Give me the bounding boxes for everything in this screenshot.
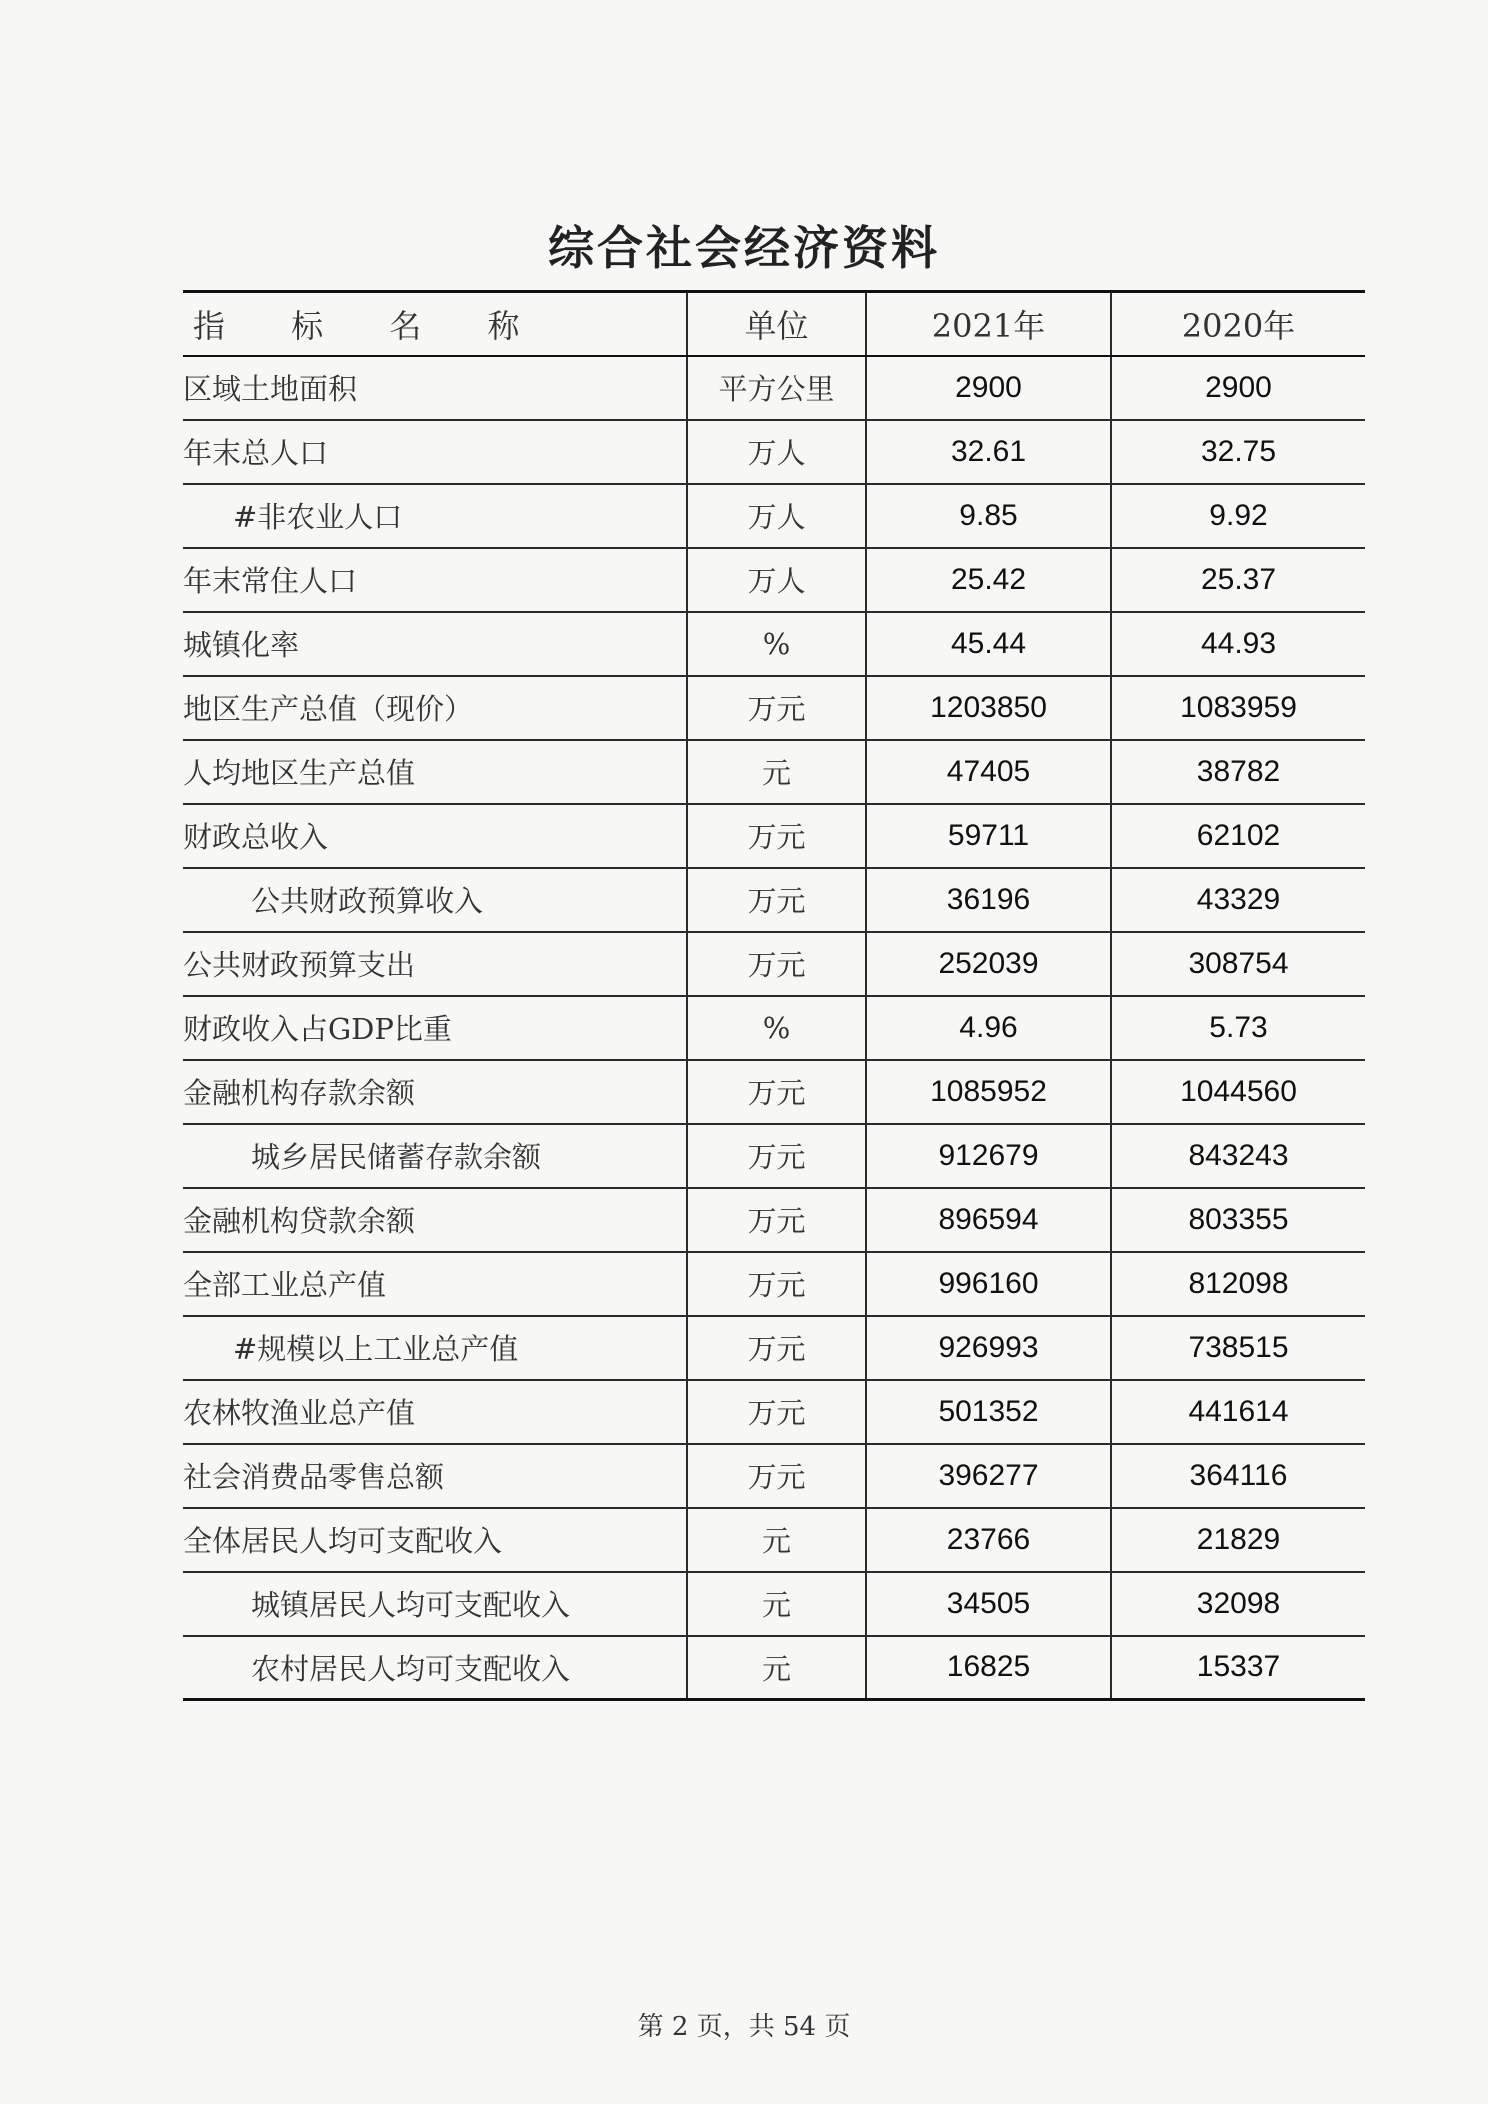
unit-cell: % xyxy=(687,996,866,1060)
value-2021: 47405 xyxy=(866,740,1111,804)
value-2020: 25.37 xyxy=(1111,548,1365,612)
table-row xyxy=(183,996,1365,1060)
value-2020: 812098 xyxy=(1111,1252,1365,1316)
value-2021: 23766 xyxy=(866,1508,1111,1572)
table-row xyxy=(183,676,1365,740)
table-row xyxy=(183,1508,1365,1572)
table-row xyxy=(183,932,1365,996)
indicator-name: 全体居民人均可支配收入 xyxy=(183,1508,687,1572)
indicator-name: 财政总收入 xyxy=(183,804,687,868)
table-row xyxy=(183,548,1365,612)
table-row xyxy=(183,1316,1365,1380)
table-row xyxy=(183,1636,1365,1700)
unit-cell: 万元 xyxy=(687,1252,866,1316)
indicator-name: 城镇居民人均可支配收入 xyxy=(183,1572,687,1636)
value-2020: 62102 xyxy=(1111,804,1365,868)
value-2020: 803355 xyxy=(1111,1188,1365,1252)
table-row xyxy=(183,484,1365,548)
value-2021: 45.44 xyxy=(866,612,1111,676)
unit-cell: 万人 xyxy=(687,484,866,548)
value-2020: 441614 xyxy=(1111,1380,1365,1444)
unit-cell: 元 xyxy=(687,1508,866,1572)
unit-cell: 万元 xyxy=(687,932,866,996)
value-2020: 9.92 xyxy=(1111,484,1365,548)
table-row xyxy=(183,1380,1365,1444)
value-2021: 996160 xyxy=(866,1252,1111,1316)
value-2020: 843243 xyxy=(1111,1124,1365,1188)
table-row xyxy=(183,612,1365,676)
value-2021: 32.61 xyxy=(866,420,1111,484)
indicator-name: 农林牧渔业总产值 xyxy=(183,1380,687,1444)
value-2020: 1083959 xyxy=(1111,676,1365,740)
value-2020: 738515 xyxy=(1111,1316,1365,1380)
indicator-name: 农村居民人均可支配收入 xyxy=(183,1636,687,1700)
value-2021: 59711 xyxy=(866,804,1111,868)
table-row xyxy=(183,1444,1365,1508)
value-2020: 364116 xyxy=(1111,1444,1365,1508)
header-unit: 单位 xyxy=(687,292,866,356)
value-2020: 2900 xyxy=(1111,356,1365,420)
value-2021: 36196 xyxy=(866,868,1111,932)
unit-cell: 万人 xyxy=(687,420,866,484)
table-row xyxy=(183,1188,1365,1252)
value-2020: 32098 xyxy=(1111,1572,1365,1636)
unit-cell: 万元 xyxy=(687,804,866,868)
indicator-name: 社会消费品零售总额 xyxy=(183,1444,687,1508)
value-2021: 396277 xyxy=(866,1444,1111,1508)
indicator-name: 财政收入占GDP比重 xyxy=(183,996,687,1060)
unit-cell: 万元 xyxy=(687,1444,866,1508)
indicator-name: 地区生产总值（现价） xyxy=(183,676,687,740)
unit-cell: 万元 xyxy=(687,1316,866,1380)
indicator-name: #非农业人口 xyxy=(183,484,687,548)
unit-cell: 元 xyxy=(687,1636,866,1700)
table-row xyxy=(183,1060,1365,1124)
value-2020: 5.73 xyxy=(1111,996,1365,1060)
indicator-name: 公共财政预算支出 xyxy=(183,932,687,996)
header-year-2021: 2021年 xyxy=(866,292,1111,356)
indicator-name: 城乡居民储蓄存款余额 xyxy=(183,1124,687,1188)
indicator-name: 年末总人口 xyxy=(183,420,687,484)
header-indicator-name: 指 标 名 称 xyxy=(183,292,687,356)
table-row xyxy=(183,868,1365,932)
value-2020: 308754 xyxy=(1111,932,1365,996)
value-2021: 4.96 xyxy=(866,996,1111,1060)
unit-cell: 万元 xyxy=(687,868,866,932)
value-2020: 32.75 xyxy=(1111,420,1365,484)
value-2021: 501352 xyxy=(866,1380,1111,1444)
value-2020: 1044560 xyxy=(1111,1060,1365,1124)
unit-cell: 万元 xyxy=(687,1060,866,1124)
unit-cell: 元 xyxy=(687,740,866,804)
value-2020: 15337 xyxy=(1111,1636,1365,1700)
unit-cell: 万元 xyxy=(687,1380,866,1444)
value-2021: 2900 xyxy=(866,356,1111,420)
table-row xyxy=(183,1572,1365,1636)
value-2021: 34505 xyxy=(866,1572,1111,1636)
indicator-name: 全部工业总产值 xyxy=(183,1252,687,1316)
table-row xyxy=(183,1252,1365,1316)
value-2021: 1203850 xyxy=(866,676,1111,740)
value-2021: 896594 xyxy=(866,1188,1111,1252)
unit-cell: % xyxy=(687,612,866,676)
unit-cell: 元 xyxy=(687,1572,866,1636)
table-header-row xyxy=(183,292,1365,356)
table-row xyxy=(183,740,1365,804)
indicator-name: 金融机构贷款余额 xyxy=(183,1188,687,1252)
table-row xyxy=(183,420,1365,484)
indicator-name: #规模以上工业总产值 xyxy=(183,1316,687,1380)
value-2021: 912679 xyxy=(866,1124,1111,1188)
value-2021: 1085952 xyxy=(866,1060,1111,1124)
indicator-name: 年末常住人口 xyxy=(183,548,687,612)
value-2021: 926993 xyxy=(866,1316,1111,1380)
indicator-name: 金融机构存款余额 xyxy=(183,1060,687,1124)
value-2021: 9.85 xyxy=(866,484,1111,548)
header-year-2020: 2020年 xyxy=(1111,292,1365,356)
value-2020: 38782 xyxy=(1111,740,1365,804)
value-2021: 25.42 xyxy=(866,548,1111,612)
unit-cell: 万元 xyxy=(687,1188,866,1252)
table-row xyxy=(183,356,1365,420)
indicator-name: 区域土地面积 xyxy=(183,356,687,420)
page-title: 综合社会经济资料 xyxy=(548,221,940,275)
value-2021: 16825 xyxy=(866,1636,1111,1700)
unit-cell: 万元 xyxy=(687,676,866,740)
value-2020: 43329 xyxy=(1111,868,1365,932)
value-2020: 21829 xyxy=(1111,1508,1365,1572)
table-row xyxy=(183,804,1365,868)
statistics-table xyxy=(183,290,1365,1701)
page-number: 第 2 页，共 54 页 xyxy=(637,2012,851,2042)
indicator-name: 人均地区生产总值 xyxy=(183,740,687,804)
table-row xyxy=(183,1124,1365,1188)
unit-cell: 平方公里 xyxy=(687,356,866,420)
unit-cell: 万人 xyxy=(687,548,866,612)
value-2021: 252039 xyxy=(866,932,1111,996)
value-2020: 44.93 xyxy=(1111,612,1365,676)
indicator-name: 城镇化率 xyxy=(183,612,687,676)
indicator-name: 公共财政预算收入 xyxy=(183,868,687,932)
unit-cell: 万元 xyxy=(687,1124,866,1188)
